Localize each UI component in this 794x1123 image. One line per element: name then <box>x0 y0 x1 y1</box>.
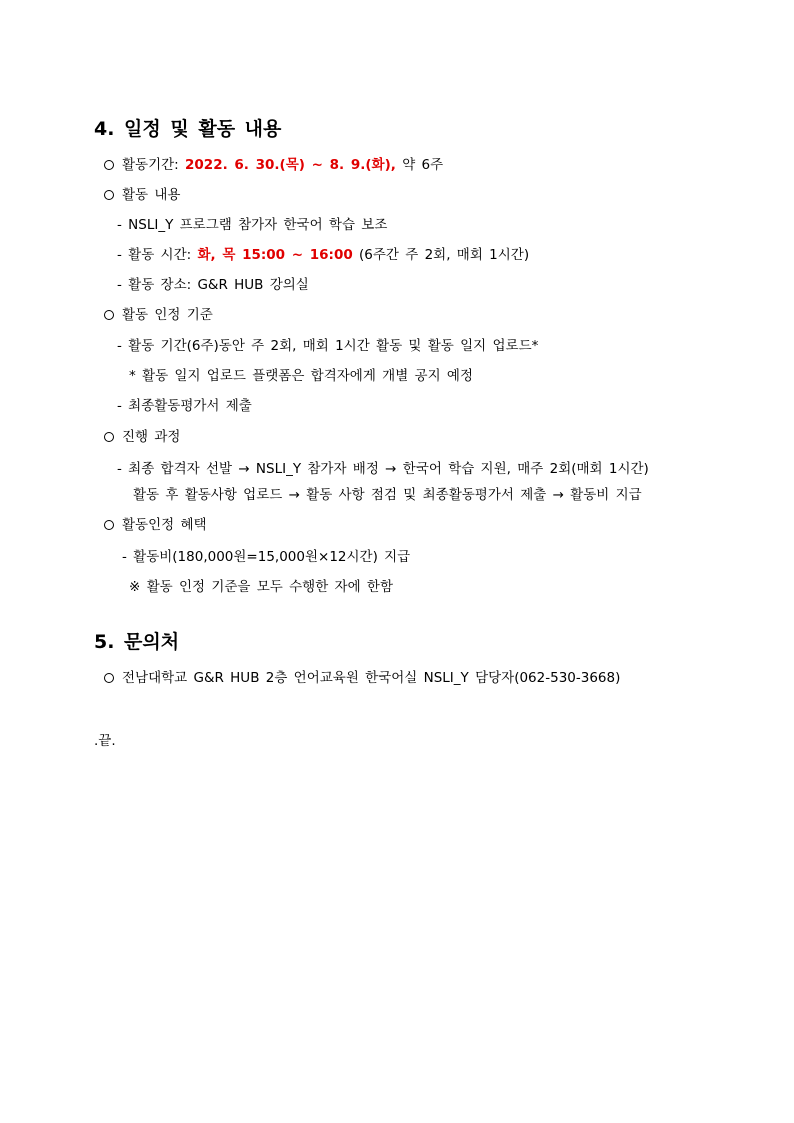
process-item <box>104 428 180 446</box>
activity-time-value: 화, 목 15:00 ~ 16:00 <box>197 247 353 263</box>
section-5-heading: 5. 문의처 <box>94 631 180 653</box>
circle-bullet-icon <box>104 190 114 200</box>
circle-bullet-icon <box>104 673 114 683</box>
criteria-item <box>104 306 213 324</box>
benefit-detail: - 활동비(180,000원=15,000원×12시간) 지급 <box>122 549 411 565</box>
circle-bullet-icon <box>104 432 114 442</box>
section-4-heading: 4. 일정 및 활동 내용 <box>94 118 282 140</box>
benefit-title: 활동인정 혜택 <box>122 517 207 533</box>
process-line-1: - 최종 합격자 선발 → NSLI_Y 참가자 배정 → 한국어 학습 지원, 매주 2회(매회 1시간) <box>117 461 649 477</box>
activity-period-item <box>104 156 443 174</box>
activity-place-item: - 활동 장소: G&R HUB 강의실 <box>117 277 309 293</box>
activity-period-label: 활동기간: <box>122 157 186 173</box>
benefit-item <box>104 516 207 534</box>
activity-content-title: 활동 내용 <box>122 187 181 203</box>
contact-text: 전남대학교 G&R HUB 2층 언어교육원 한국어실 NSLI_Y 담당자(062-530-3668) <box>122 670 621 686</box>
criteria-title: 활동 인정 기준 <box>122 307 213 323</box>
activity-time-label: - 활동 시간: <box>117 247 198 263</box>
activity-time-item <box>117 246 529 264</box>
process-title: 진행 과정 <box>122 429 181 445</box>
end-mark: .끝. <box>94 733 116 749</box>
activity-period-dates: 2022. 6. 30.(목) ~ 8. 9.(화), <box>185 157 396 173</box>
activity-time-suffix: (6주간 주 2회, 매회 1시간) <box>352 247 530 263</box>
criteria-detail: - 활동 기간(6주)동안 주 2회, 매회 1시간 활동 및 활동 일지 업로드* <box>117 338 539 354</box>
criteria-report: - 최종활동평가서 제출 <box>117 398 252 414</box>
activity-period-suffix: 약 6주 <box>395 157 444 173</box>
process-line-2: 활동 후 활동사항 업로드 → 활동 사항 점검 및 최종활동평가서 제출 → 활동비 지급 <box>133 487 642 503</box>
activity-content-detail: - NSLI_Y 프로그램 참가자 한국어 학습 보조 <box>117 217 388 233</box>
benefit-note: ※ 활동 인정 기준을 모두 수행한 자에 한함 <box>129 579 394 595</box>
criteria-note: * 활동 일지 업로드 플랫폼은 합격자에게 개별 공지 예정 <box>129 368 473 384</box>
circle-bullet-icon <box>104 310 114 320</box>
circle-bullet-icon <box>104 520 114 530</box>
circle-bullet-icon <box>104 160 114 170</box>
contact-item <box>104 669 620 687</box>
activity-content-item <box>104 186 180 204</box>
